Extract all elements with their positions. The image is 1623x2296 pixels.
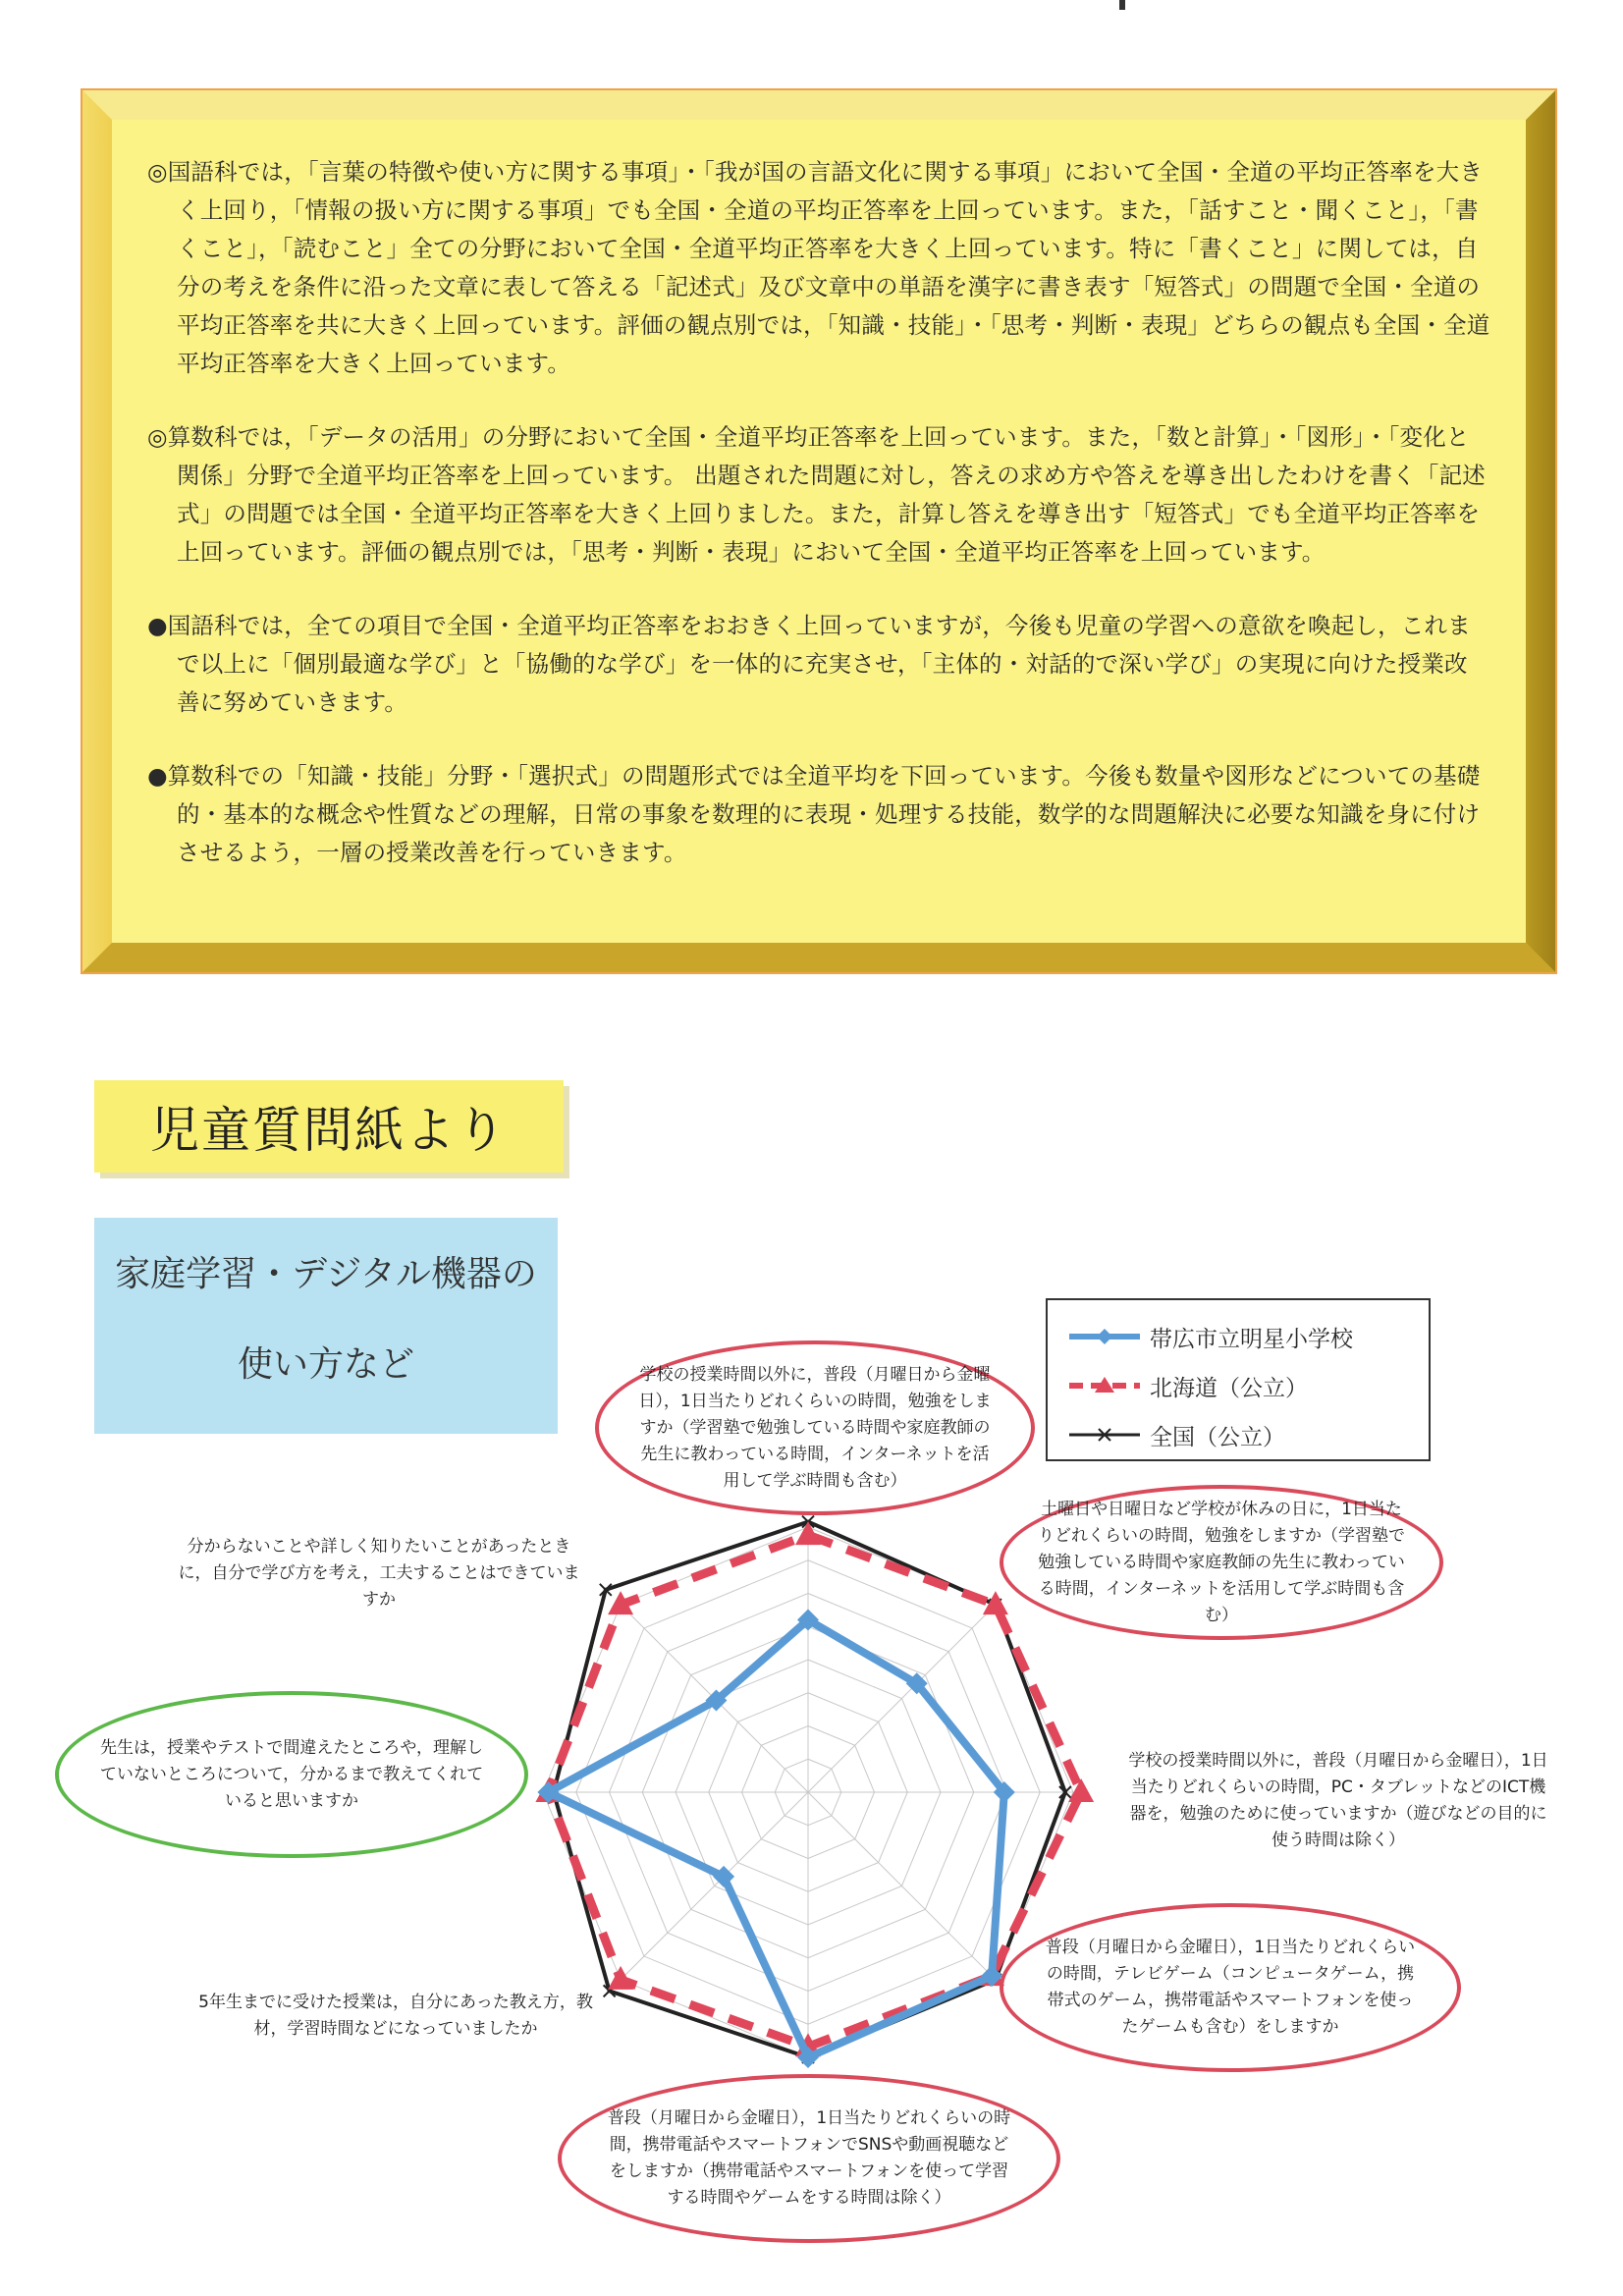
summary-text-area — [112, 120, 1526, 943]
axis-label-weekend-study-time — [1000, 1485, 1443, 1640]
axis-label-lesson-fit: 5年生までに受けた授業は，自分にあった教え方，教材，学習時間などになっていましたか — [198, 1993, 593, 2039]
radar-point-hokkaido — [608, 1966, 633, 1990]
summary-paragraph-mathematics: ◎算数科では，「データの活用」の分野において全国・全道平均正答率を上回っています。また，「数と計算」・「図形」・「変化と関係」分野で全道平均正答率を上回っています。 出題された問題に対し，答えの求め方や答えを導き出したわけを書く「記述式」の問題では全国・全道平均正答率を大きく上回りました。また，計算し答えを導き出す「短答式」でも全道平均正答率を上回っています。評価の観点別では，「思考・判断・表現」において全国・全道平均正答率を上回っています。 — [147, 423, 1486, 566]
panel-bevel — [82, 90, 1555, 120]
axis-label-text: 学校の授業時間以外に，普段（月曜日から金曜日），1日当たりどれくらいの時間，勉強をしますか（学習塾で勉強している時間や家庭教師の先生に教わっている時間，インターネットを活用して学ぶ時間も含む） — [638, 1364, 992, 1491]
summary-paragraph-japanese-language: ◎国語科では，「言葉の特徴や使い方に関する事項」・「我が国の言語文化に関する事項」において全国・全道の平均正答率を大きく上回り，「情報の扱い方に関する事項」でも全国・全道の平均正答率を上回っています。また，「話すこと・聞くこと」，「書くこと」，「読むこと」全ての分野において全国・全道平均正答率を大きく上回っています。特に「書くこと」に関しては，自分の考えを条件に沿った文章に表して答える「記述式」及び文章中の単語を漢字に書き表す「短答式」の問題で全国・全道の平均正答率を共に大きく上回っています。評価の観点別では，「知識・技能」・「思考・判断・表現」どちらの観点も全国・全道平均正答率を大きく上回っています。 — [147, 158, 1490, 377]
legend-label: 帯広市立明星小学校 — [1150, 1326, 1353, 1352]
page-edge-mark — [1119, 0, 1125, 10]
panel-bevel — [82, 943, 1555, 972]
axis-label-text: 先生は，授業やテストで間違えたところや，理解していないところについて，分かるまで教えてくれていると思いますか — [99, 1737, 484, 1811]
summary-panel — [82, 90, 1555, 972]
improvement-paragraph-mathematics: ●算数科での「知識・技能」分野・「選択式」の問題形式では全道平均を下回っています。今後も数量や図形などについての基礎的・基本的な概念や性質などの理解，日常の事象を数理的に表現・処理する技能，数学的な問題解決に必要な知識を身に付けさせるよう，一層の授業改善を行っていきます。 — [147, 762, 1481, 866]
legend-cross-marker-icon — [1065, 1425, 1144, 1445]
radar-spoke — [621, 1792, 808, 1980]
legend-item-school — [1065, 1312, 1429, 1361]
axis-label-video-game-time — [1000, 1903, 1461, 2072]
improvement-paragraph-japanese-language: ●国語科では，全ての項目で全国・全道平均正答率をおおきく上回っていますが，今後も児童の学習への意欲を喚起し，これまで以上に「個別最適な学び」と「協働的な学び」を一体的に充実させ，「主体的・対話的で深い学び」の実現に向けた授業改善に努めていきます。 — [147, 612, 1471, 716]
axis-label-text: 普段（月曜日から金曜日），1日当たりどれくらいの時間，テレビゲーム（コンピュータゲーム，携帯式のゲーム，携帯電話やスマートフォンを使ったゲームも含む）をしますか — [1045, 1938, 1416, 2037]
axis-label-self-directed-learning: 分からないことや詳しく知りたいことがあったときに，自分で学び方を考え，工夫することはできていますか — [178, 1537, 580, 1610]
axis-label-text: 普段（月曜日から金曜日），1日当たりどれくらいの時間，携帯電話やスマートフォンでSNSや動画視聴などをしますか（携帯電話やスマートフォンを使って学習する時間やゲームをする時間は除く） — [607, 2108, 1011, 2208]
legend-item-hokkaido — [1065, 1361, 1429, 1410]
topic-line: 使い方など — [237, 1344, 414, 1385]
axis-label-weekday-study-time — [595, 1340, 1035, 1515]
chart-legend — [1046, 1298, 1431, 1461]
legend-triangle-marker-icon — [1065, 1376, 1144, 1395]
legend-item-national — [1065, 1410, 1429, 1459]
panel-bevel — [1526, 90, 1555, 972]
axis-label-sns-video-time — [558, 2074, 1060, 2243]
axis-label-teacher-support — [55, 1691, 528, 1858]
axis-label-ict-study-use: 学校の授業時間以外に，普段（月曜日から金曜日），1日当たりどれくらいの時間，PC・タブレットなどのICT機器を，勉強のために使っていますか（遊びなどの目的に使う時間は除く） — [1128, 1751, 1548, 1850]
section-heading: 児童質問紙より — [94, 1080, 564, 1173]
radar-spoke — [808, 1792, 996, 1980]
legend-label: 北海道（公立） — [1150, 1375, 1308, 1401]
panel-bevel — [82, 90, 112, 972]
legend-label: 全国（公立） — [1150, 1424, 1285, 1450]
topic-line: 家庭学習・デジタル機器の — [115, 1254, 537, 1294]
legend-diamond-marker-icon — [1065, 1327, 1144, 1346]
axis-label-text: 土曜日や日曜日など学校が休みの日に，1日当たりどれくらいの時間，勉強をしますか（学習塾で勉強している時間や家庭教師の先生に教わっている時間，インターネットを活用して学ぶ時間も含む） — [1038, 1499, 1405, 1625]
